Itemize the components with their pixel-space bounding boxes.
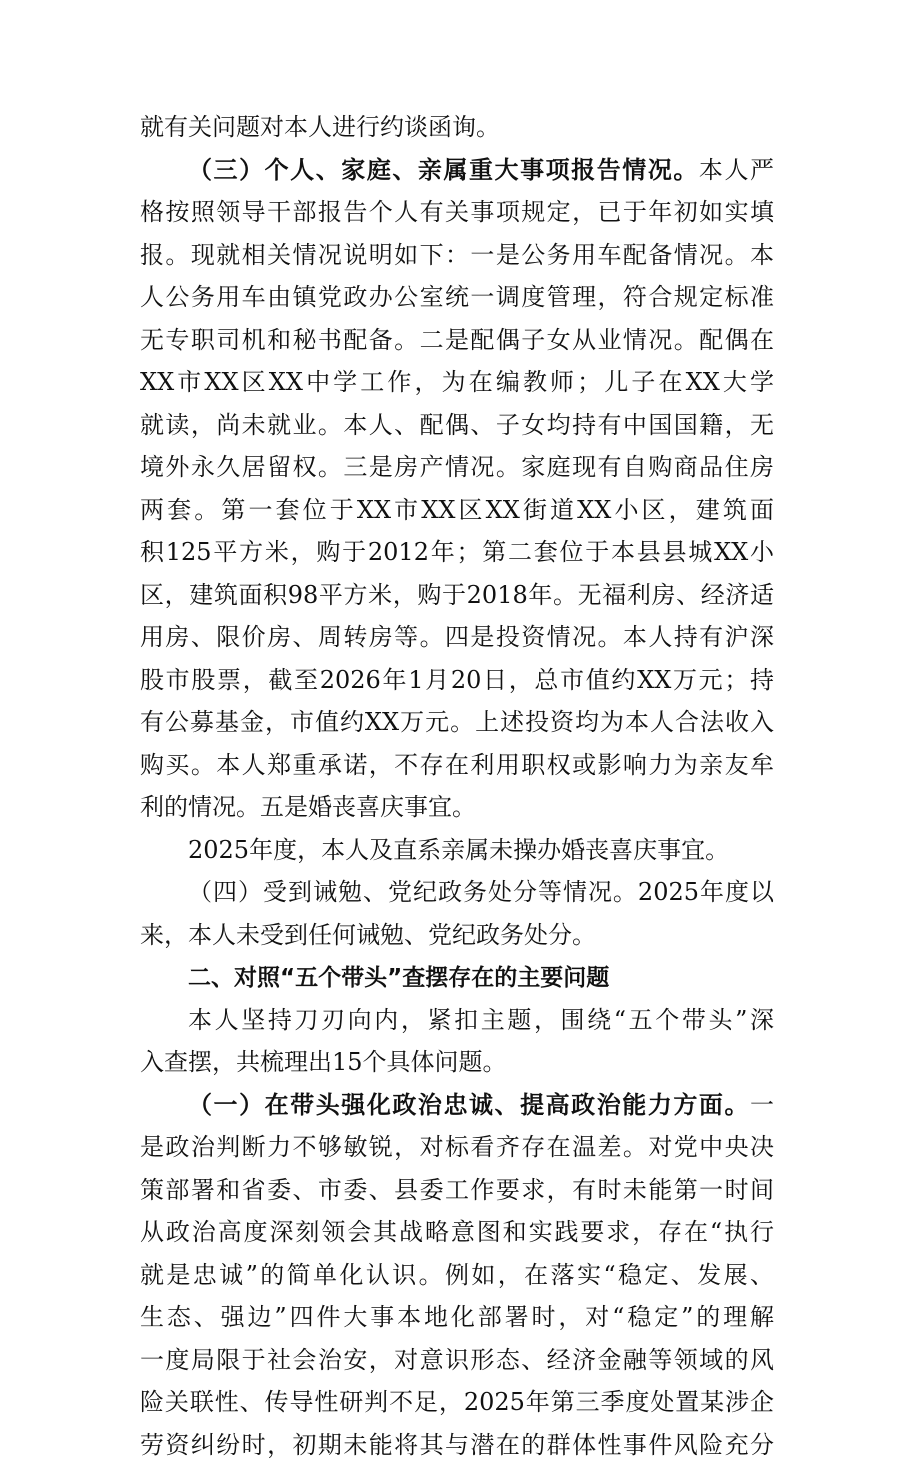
paragraph-line xyxy=(140,446,774,489)
line-text: 2025年度，本人及直系亲属未操办婚丧喜庆事宜。 xyxy=(188,836,729,864)
paragraph-line xyxy=(140,106,774,149)
line-text: 就读，尚未就业。本人、配偶、子女均持有中国国籍，无 xyxy=(140,411,774,439)
line-text: 购买。本人郑重承诺，不存在利用职权或影响力为亲友牟 xyxy=(140,751,774,779)
line-text: 用房、限价房、周转房等。四是投资情况。本人持有沪深 xyxy=(140,623,774,651)
line-text: 本人坚持刀刃向内，紧扣主题，围绕“五个带头”深 xyxy=(188,1006,774,1034)
paragraph-line xyxy=(140,1169,774,1212)
subsection-title: （三）个人、家庭、亲属重大事项报告情况。 xyxy=(188,155,699,184)
paragraph-line xyxy=(140,1211,774,1254)
paragraph-line xyxy=(140,1084,774,1127)
paragraph-line xyxy=(140,1339,774,1382)
line-text: 股市股票，截至2026年1月20日，总市值约XX万元；持 xyxy=(140,666,774,694)
paragraph-line xyxy=(140,191,774,234)
line-text: 区，建筑面积98平方米，购于2018年。无福利房、经济适 xyxy=(140,581,774,609)
line-text: 是政治判断力不够敏锐，对标看齐存在温差。对党中央决 xyxy=(140,1133,774,1161)
line-text: 劳资纠纷时，初期未能将其与潜在的群体性事件风险充分 xyxy=(140,1431,774,1459)
line-text: （四）受到诫勉、党纪政务处分等情况。2025年度以 xyxy=(188,878,774,906)
line-text: 格按照领导干部报告个人有关事项规定，已于年初如实填 xyxy=(140,198,774,226)
paragraph-line xyxy=(140,531,774,574)
paragraph-line xyxy=(140,914,774,957)
line-text: 两套。第一套位于XX市XX区XX街道XX小区，建筑面 xyxy=(140,496,774,524)
line-text: 利的情况。五是婚丧喜庆事宜。 xyxy=(140,793,476,821)
line-text: 来，本人未受到任何诫勉、党纪政务处分。 xyxy=(140,921,596,949)
line-text: 就有关问题对本人进行约谈函询。 xyxy=(140,113,500,141)
paragraph-line xyxy=(140,999,774,1042)
paragraph-line xyxy=(140,701,774,744)
subsection-title: （一）在带头强化政治忠诚、提高政治能力方面。 xyxy=(188,1090,750,1119)
paragraph-line xyxy=(140,574,774,617)
document-body xyxy=(140,106,774,1466)
paragraph-line xyxy=(140,361,774,404)
line-text: 本人严 xyxy=(699,156,774,184)
paragraph-line xyxy=(140,276,774,319)
section-heading xyxy=(140,956,774,999)
paragraph-line xyxy=(140,1424,774,1466)
paragraph-line xyxy=(140,149,774,192)
line-text: 积125平方米，购于2012年；第二套位于本县县城XX小 xyxy=(140,538,774,566)
line-text: 生态、强边”四件大事本地化部署时，对“稳定”的理解 xyxy=(140,1303,774,1331)
section-heading-text: 二、对照“五个带头”查摆存在的主要问题 xyxy=(188,965,609,991)
paragraph-line xyxy=(140,489,774,532)
paragraph-line xyxy=(140,1381,774,1424)
paragraph-line xyxy=(140,659,774,702)
line-text: 险关联性、传导性研判不足，2025年第三季度处置某涉企 xyxy=(140,1388,774,1416)
line-text: 有公募基金，市值约XX万元。上述投资均为本人合法收入 xyxy=(140,708,774,736)
line-text: 报。现就相关情况说明如下：一是公务用车配备情况。本 xyxy=(140,241,774,269)
paragraph-line xyxy=(140,786,774,829)
paragraph-line xyxy=(140,1296,774,1339)
paragraph-line xyxy=(140,744,774,787)
paragraph-line xyxy=(140,829,774,872)
line-text: 策部署和省委、市委、县委工作要求，有时未能第一时间 xyxy=(140,1176,774,1204)
line-text: 入查摆，共梳理出15个具体问题。 xyxy=(140,1048,507,1076)
line-text: 境外永久居留权。三是房产情况。家庭现有自购商品住房 xyxy=(140,453,774,481)
line-text: 一度局限于社会治安，对意识形态、经济金融等领域的风 xyxy=(140,1346,774,1374)
paragraph-line xyxy=(140,1254,774,1297)
paragraph-line xyxy=(140,319,774,362)
paragraph-line xyxy=(140,1041,774,1084)
line-text: 人公务用车由镇党政办公室统一调度管理，符合规定标准 xyxy=(140,283,774,311)
line-text: 无专职司机和秘书配备。二是配偶子女从业情况。配偶在 xyxy=(140,326,774,354)
paragraph-line xyxy=(140,616,774,659)
line-text: 从政治高度深刻领会其战略意图和实践要求，存在“执行 xyxy=(140,1218,774,1246)
paragraph-line xyxy=(140,234,774,277)
line-text: XX市XX区XX中学工作，为在编教师；儿子在XX大学 xyxy=(140,368,774,396)
line-text: 一 xyxy=(750,1091,774,1119)
line-text: 就是忠诚”的简单化认识。例如，在落实“稳定、发展、 xyxy=(140,1261,774,1289)
paragraph-line xyxy=(140,404,774,447)
paragraph-line xyxy=(140,871,774,914)
paragraph-line xyxy=(140,1126,774,1169)
